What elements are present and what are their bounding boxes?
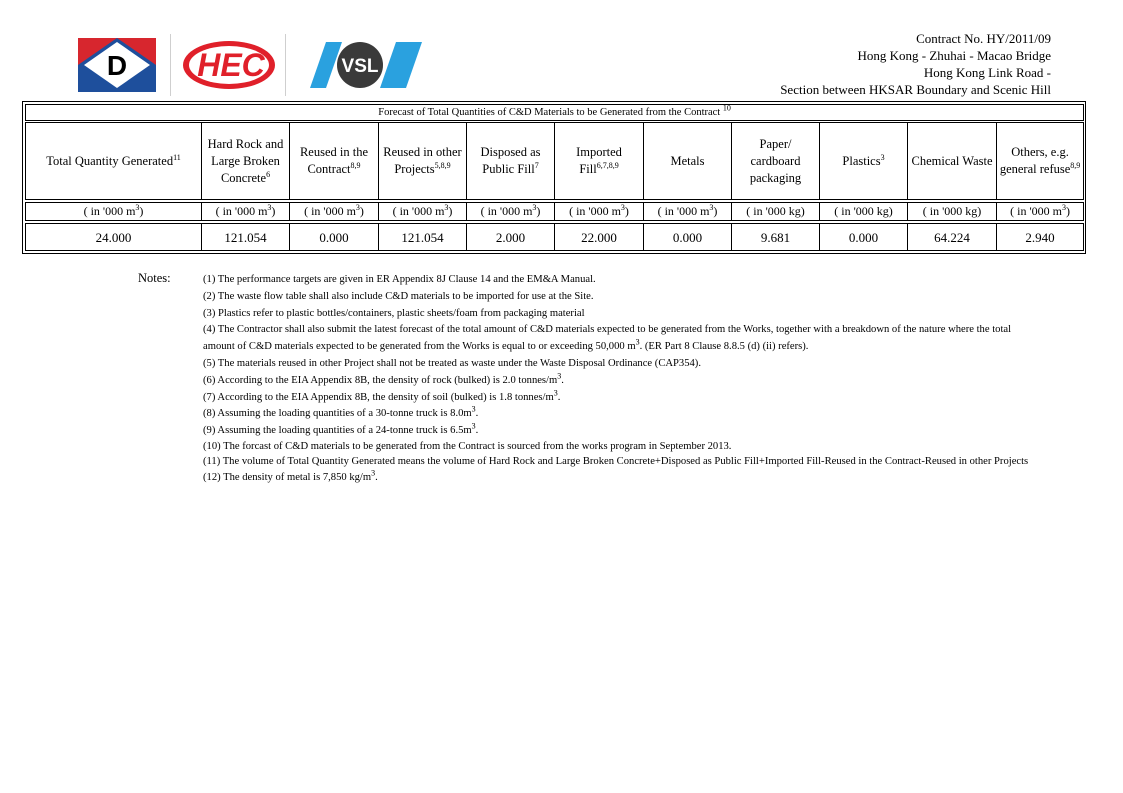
note-item: (8) Assuming the loading quantities of a 30-tonne truck is $8.0m^3$. [203,404,479,420]
value-cell: 0.000 [644,224,732,251]
header-sup: 6,7,8,9 [596,160,619,170]
table-header-row [26,122,1084,200]
header-cell [644,122,732,200]
value-cell: 64.224 [908,224,997,251]
header-cell [555,122,644,200]
header-label: Plastics [842,153,881,168]
vsl-logo-text: VSL [341,56,379,77]
value-cell: 121.054 [379,224,467,251]
value-cell: 2.000 [467,224,555,251]
hec-logo [181,38,279,92]
header-cell [26,122,202,200]
header-label: Metals [670,153,705,168]
note-item: (6) According to the EIA Appendix 8B, the density of rock (bulked) is 2.0 tonnes/$m^3$. [203,371,564,386]
header-label: Others, e.g. general refuse [999,145,1071,176]
contract-header [780,30,1051,98]
value-cell: 22.000 [555,224,644,251]
value-cell: 24.000 [26,224,202,251]
header-label: Paper/ cardboard packaging [749,136,802,185]
header-sup: 8,9 [350,160,361,170]
header-cell [202,122,290,200]
note-item: (7) According to the EIA Appendix 8B, the density of soil (bulked) is 1.8 tonnes/$m^3$. [203,388,561,403]
logo-divider [285,34,286,96]
unit-cell: ( in '000 $m^3$) [467,203,555,221]
header-label: Reused in other Projects [383,145,462,176]
road-name: Hong Kong Link Road - [923,65,1051,80]
d-logo [78,38,156,92]
header-cell [290,122,379,200]
header-label: Total Quantity Generated [46,153,174,168]
header-label: Hard Rock and Large Broken Concrete [207,136,284,185]
company-logos [78,34,424,96]
header-sup: 3 [880,152,885,162]
unit-cell: ( in '000 kg) [820,203,908,221]
header-sup: 7 [534,160,539,170]
header-label: Reused in the Contract [299,145,369,176]
notes-list [203,272,1093,487]
header-sup: 5,8,9 [434,160,451,170]
vsl-logo [296,38,424,92]
note-item: (9) Assuming the loading quantities of a 24-tonne truck is $6.5m^3$. [203,421,479,437]
unit-cell: ( in '000 $m^3$) [202,203,290,221]
project-name: Hong Kong - Zhuhai - Macao Bridge [857,48,1051,63]
header-label: Disposed as Public Fill [480,145,541,176]
header-label: Imported Fill [576,145,622,176]
note-item: (3) Plastics refer to plastic bottles/containers, plastic sheets/foam from packaging material [203,307,585,319]
unit-cell: ( in '000 $m^3$) [290,203,379,221]
unit-cell: ( in '000 $m^3$) [26,203,202,221]
note-item: (11) The volume of Total Quantity Generated means the volume of Hard Rock and Large Broken Concrete+Disposed as Public Fill+Imported Fill-Reused in the Contract-Reused in other Projects [203,455,1029,467]
header-sup: 8,9 [1070,160,1081,170]
unit-cell: ( in '000 $m^3$) [379,203,467,221]
table-title-text: Forecast of Total Quantities of C&D Materials to be Generated from the Contract [378,107,721,118]
section-name: Section between HKSAR Boundary and Scenic Hill [780,82,1051,97]
header-cell [467,122,555,200]
logo-divider [170,34,171,96]
header-label: Chemical Waste [911,153,993,168]
value-cell: 0.000 [290,224,379,251]
header-sup: 6 [266,169,271,179]
note-item: (5) The materials reused in other Project shall not be treated as waste under the Waste Disposal Ordinance (CAP354). [203,357,701,369]
note-item: (2) The waste flow table shall also include C&D materials to be imported for use at the Site. [203,290,594,302]
note-item: (10) The forcast of C&D materials to be generated from the Contract is sourced from the works program in September 2013. [203,440,732,452]
header-cell [820,122,908,200]
notes-label: Notes: [138,271,171,285]
note-item: (12) The density of metal is 7,850 $kg/m^3$. [203,468,378,483]
header-cell [379,122,467,200]
note-item: (4) The Contractor shall also submit the latest forecast of the total amount of C&D materials expected to be generated from the Works, together with a breakdown of the nature where the total [203,324,1012,336]
unit-cell: ( in '000 $m^3$) [997,203,1084,221]
table-title-sup: 10 [722,103,731,113]
header-cell [997,122,1084,200]
value-cell: 121.054 [202,224,290,251]
table-unit-row [26,203,1084,221]
header-sup: 11 [173,152,181,162]
cd-materials-table [22,101,1086,254]
header-cell [908,122,997,200]
unit-cell: ( in '000 kg) [908,203,997,221]
contract-number: Contract No. HY/2011/09 [916,31,1051,46]
hec-logo-text: HEC [197,47,265,83]
unit-cell: ( in '000 kg) [732,203,820,221]
note-item: amount of C&D materials expected to be generated from the Works is equal to or exceeding 50,000 $m^3$. (ER Part 8 Clause 8.8.5 (d) (ii) refers). [203,337,809,353]
value-cell: 9.681 [732,224,820,251]
unit-cell: ( in '000 $m^3$) [644,203,732,221]
value-cell: 0.000 [820,224,908,251]
table-title [26,105,1084,122]
table-value-row [26,224,1084,251]
d-logo-letter: D [106,50,128,81]
unit-cell: ( in '000 $m^3$) [555,203,644,221]
value-cell: 2.940 [997,224,1084,251]
note-item: (1) The performance targets are given in ER Appendix 8J Clause 14 and the EM&A Manual. [203,274,596,285]
header-cell [732,122,820,200]
